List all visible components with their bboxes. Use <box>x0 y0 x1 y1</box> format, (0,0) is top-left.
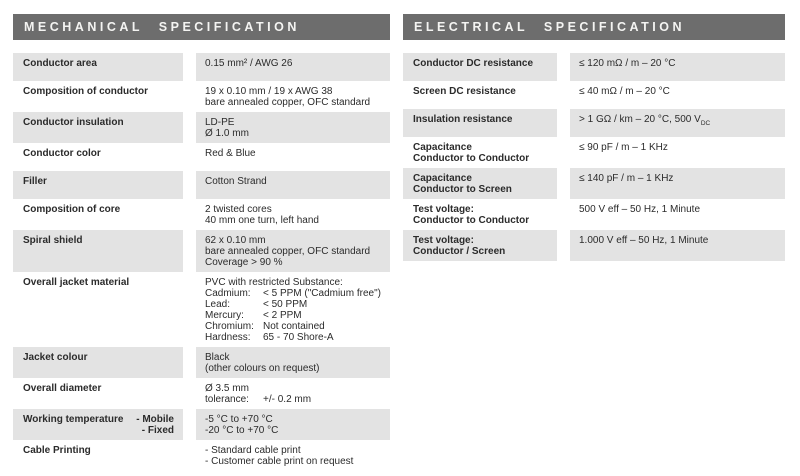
spec-sublabel: - Mobile - Fixed <box>136 414 174 436</box>
electrical-spec-section <box>403 14 785 261</box>
spec-row <box>403 199 785 230</box>
spec-row <box>13 53 390 81</box>
spec-row <box>13 171 390 199</box>
spec-label: Overall jacket material <box>23 277 130 288</box>
spec-row <box>403 230 785 261</box>
spec-value: 19 x 0.10 mm / 19 x AWG 38 bare annealed copper, OFC standard <box>205 86 371 108</box>
spec-label: Composition of core <box>23 204 121 215</box>
mechanical-spec-section <box>13 14 390 471</box>
electrical-spec-table <box>403 53 785 261</box>
spec-label: Test voltage: Conductor to Conductor <box>413 204 530 226</box>
spec-row <box>403 81 785 109</box>
spec-label: Cable Printing <box>23 445 91 456</box>
spec-value: PVC with restricted Substance: Cadmium: < 5 PPM ("Cadmium free") Lead: < 50 PPM Mercury: < 2 PPM Chromium: Not contained Hardness: 65 - 70 Shore-A <box>205 277 381 343</box>
spec-row <box>13 230 390 272</box>
spec-row <box>13 143 390 171</box>
spec-row <box>13 272 390 347</box>
mechanical-spec-header <box>13 14 390 40</box>
spec-value: -5 °C to +70 °C -20 °C to +70 °C <box>196 409 390 440</box>
spec-label: Jacket colour <box>13 347 183 378</box>
spec-row <box>403 168 785 199</box>
spec-value: - Standard cable print - Customer cable print on request <box>205 445 354 467</box>
electrical-spec-header <box>403 14 785 40</box>
spec-value: Black (other colours on request) <box>196 347 390 378</box>
spec-label: Spiral shield <box>13 230 183 272</box>
spec-value: Cotton Strand <box>196 171 390 199</box>
electrical-spec-title: ELECTRICAL SPECIFICATION <box>414 20 686 34</box>
spec-value: > 1 GΩ / km – 20 °C, 500 $V_{DC}$ <box>570 109 785 137</box>
spec-value: 62 x 0.10 mm bare annealed copper, OFC standard Coverage > 90 % <box>196 230 390 272</box>
spec-row <box>13 409 390 440</box>
spec-row <box>13 347 390 378</box>
spec-value: ≤ 90 pF / m – 1 KHz <box>579 142 668 153</box>
spec-label: Conductor insulation <box>13 112 183 143</box>
spec-value: ≤ 140 pF / m – 1 KHz <box>570 168 785 199</box>
spec-row <box>13 199 390 230</box>
spec-value: ≤ 40 mΩ / m – 20 °C <box>579 86 670 97</box>
spec-label: Conductor DC resistance <box>403 53 557 81</box>
spec-label: Test voltage: Conductor / Screen <box>403 230 557 261</box>
spec-value: 1.000 V eff – 50 Hz, 1 Minute <box>570 230 785 261</box>
spec-value: 0.15 mm² / AWG 26 <box>196 53 390 81</box>
spec-row <box>403 137 785 168</box>
spec-value: 500 V eff – 50 Hz, 1 Minute <box>579 204 701 215</box>
spec-label: Capacitance Conductor to Screen <box>403 168 557 199</box>
spec-label: Capacitance Conductor to Conductor <box>413 142 530 164</box>
spec-row <box>13 378 390 409</box>
spec-label: Overall diameter <box>23 383 102 394</box>
mechanical-spec-title: MECHANICAL SPECIFICATION <box>24 20 300 34</box>
spec-label: Conductor color <box>23 148 101 159</box>
spec-label: Insulation resistance <box>403 109 557 137</box>
spec-row <box>403 109 785 137</box>
spec-label: Screen DC resistance <box>413 86 516 97</box>
spec-label: Composition of conductor <box>23 86 148 97</box>
spec-value: 2 twisted cores 40 mm one turn, left hand <box>205 204 319 226</box>
mechanical-spec-table <box>13 53 390 471</box>
spec-row <box>13 440 390 471</box>
spec-value: LD-PE Ø 1.0 mm <box>196 112 390 143</box>
spec-value: Ø 3.5 mm tolerance: +/- 0.2 mm <box>205 383 312 405</box>
spec-value: Red & Blue <box>205 148 256 159</box>
spec-value: ≤ 120 mΩ / m – 20 °C <box>570 53 785 81</box>
spec-label: Filler <box>13 171 183 199</box>
spec-row <box>403 53 785 81</box>
spec-row <box>13 81 390 112</box>
spec-label: Conductor area <box>13 53 183 81</box>
spec-label: Working temperature - Mobile - Fixed <box>13 409 183 440</box>
spec-row <box>13 112 390 143</box>
